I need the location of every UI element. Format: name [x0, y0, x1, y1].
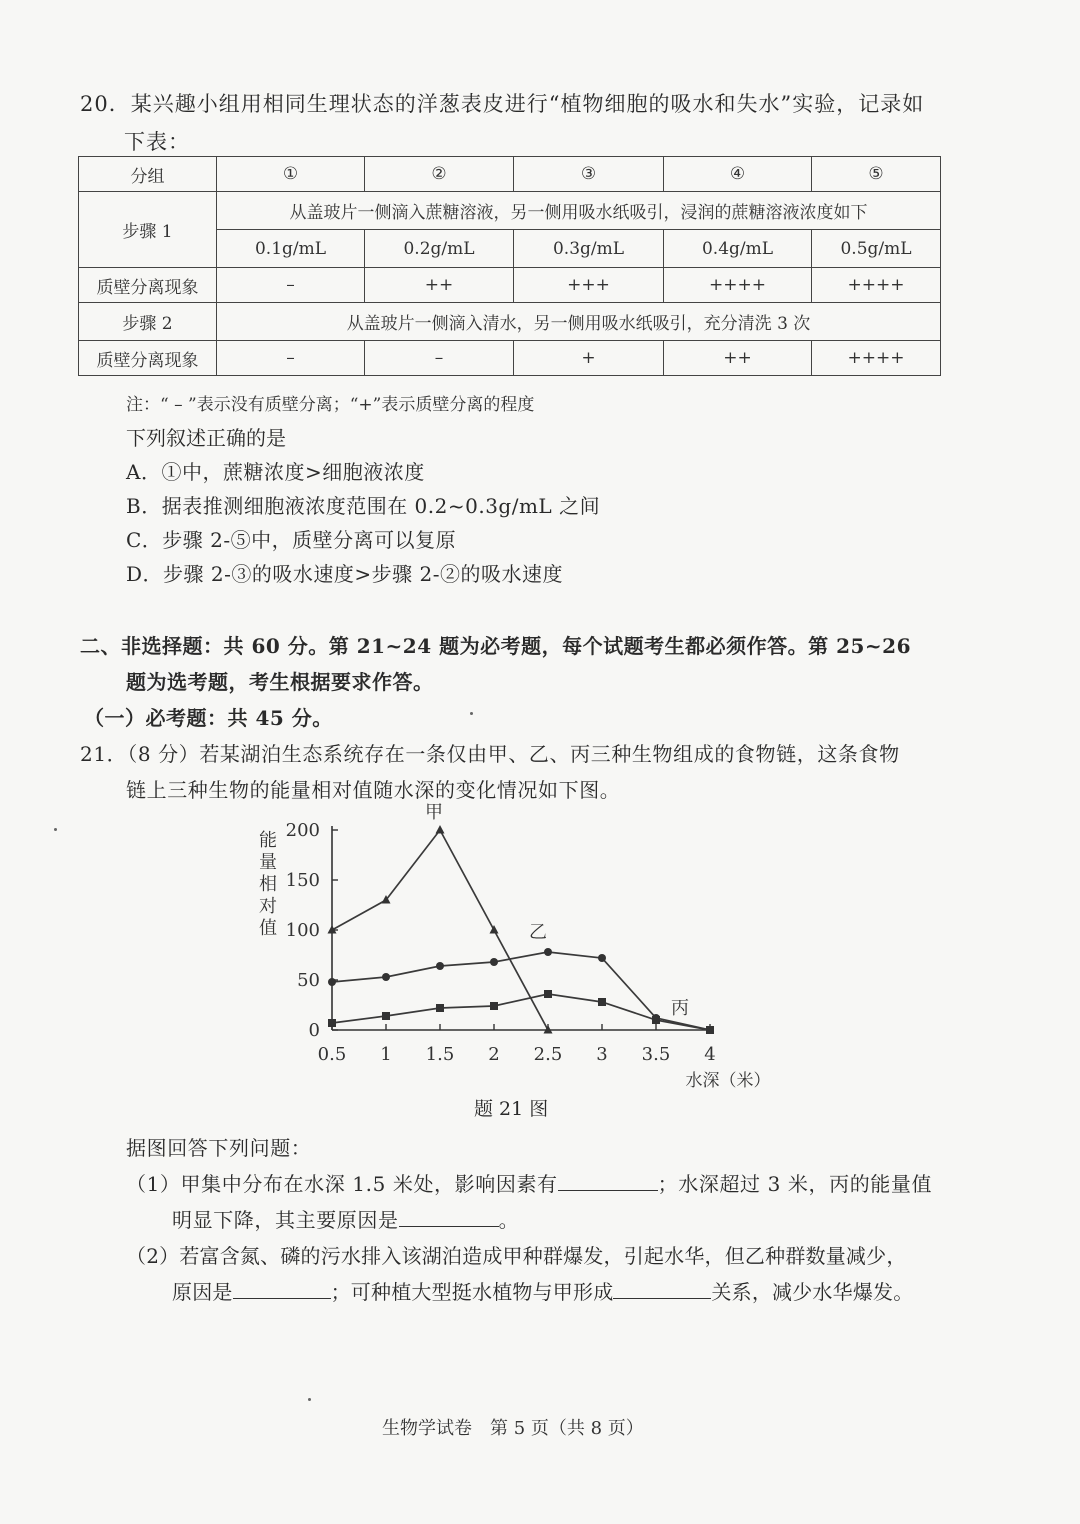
option-b: B．据表推测细胞液浓度范围在 0.2~0.3g/mL 之间 — [126, 494, 601, 518]
table-cell-step2-label: 步骤 2 — [79, 303, 217, 341]
series-name-label: 甲 — [425, 802, 443, 823]
chart-ylabel-char: 对 — [259, 896, 277, 917]
q21-part1-text-d: 。 — [498, 1208, 520, 1232]
table-row — [79, 303, 941, 341]
table-cell-concentration: 0.5g/mL — [812, 230, 941, 268]
q21-part1-line1 — [126, 1168, 932, 1197]
q21-part1-line2 — [172, 1204, 519, 1233]
chart-xlabel: 水深（米） — [685, 1071, 771, 1090]
data-point-triangle — [436, 825, 445, 834]
table-cell-concentration: 0.1g/mL — [217, 230, 365, 268]
q21-part2-text-b: 原因是 — [172, 1280, 233, 1304]
section2-heading-line2: 题为选考题，考生根据要求作答。 — [126, 670, 434, 694]
option-c: C．步骤 2-⑤中，质壁分离可以复原 — [126, 528, 457, 552]
table-row — [79, 157, 941, 192]
data-point-triangle — [328, 925, 337, 934]
x-tick-label: 2.5 — [533, 1044, 563, 1065]
figure-caption: 题 21 图 — [474, 1098, 549, 1120]
table-cell-result: – — [217, 268, 365, 303]
chart-ylabel-char: 量 — [259, 852, 277, 873]
table-cell-step2-desc: 从盖玻片一侧滴入清水，另一侧用吸水纸吸引，充分清洗 3 次 — [217, 303, 941, 341]
experiment-table — [78, 156, 941, 376]
q21-part1-text-b: ；水深超过 3 米，丙的能量值 — [657, 1172, 933, 1196]
q20-stem-line2: 下表： — [124, 130, 190, 154]
data-point-circle — [436, 962, 444, 970]
answer-blank-3[interactable] — [233, 1278, 331, 1299]
page-footer: 生物学试卷 第 5 页（共 8 页） — [382, 1418, 644, 1439]
table-row — [79, 192, 941, 230]
table-cell-group: ④ — [664, 157, 812, 192]
series-name-label: 乙 — [529, 922, 547, 943]
scan-speck — [470, 712, 473, 715]
chart-ylabel — [259, 830, 277, 939]
data-point-circle — [382, 973, 390, 981]
table-row — [79, 268, 941, 303]
table-cell-result: ++++ — [812, 268, 941, 303]
table-cell-group-label: 分组 — [79, 157, 217, 192]
q21-lead: 据图回答下列问题： — [126, 1136, 312, 1160]
chart-ylabel-char: 能 — [259, 830, 277, 851]
table-cell-result: – — [365, 341, 514, 376]
table-cell-step1-desc: 从盖玻片一侧滴入蔗糖溶液，另一侧用吸水纸吸引，浸润的蔗糖溶液浓度如下 — [217, 192, 941, 230]
q21-stem-line2: 链上三种生物的能量相对值随水深的变化情况如下图。 — [126, 778, 621, 802]
section2-heading-line1: 二、非选择题：共 60 分。第 21~24 题为必考题，每个试题考生都必须作答。第 25~26 — [80, 634, 911, 658]
chart-ylabel-char: 相 — [259, 874, 277, 895]
option-d: D．步骤 2-③的吸水速度>步骤 2-②的吸水速度 — [126, 562, 563, 586]
data-point-circle — [328, 978, 336, 986]
q21-part2-text-d: 关系，减少水华爆发。 — [711, 1280, 914, 1304]
q21-part2-line2 — [172, 1276, 913, 1305]
table-cell-group: ③ — [514, 157, 664, 192]
data-point-square — [544, 990, 552, 998]
answer-blank-1[interactable] — [558, 1170, 658, 1191]
data-point-circle — [598, 954, 606, 962]
table-cell-concentration: 0.2g/mL — [365, 230, 514, 268]
table-cell-result: ++++ — [812, 341, 941, 376]
x-tick-label: 2 — [488, 1044, 500, 1065]
x-tick-label: 3.5 — [641, 1044, 671, 1065]
q20-stem-line1: 20．某兴趣小组用相同生理状态的洋葱表皮进行“植物细胞的吸水和失水”实验，记录如 — [80, 92, 925, 116]
y-tick-label: 100 — [285, 920, 320, 941]
table-cell-phenomenon-label: 质壁分离现象 — [79, 341, 217, 376]
data-point-triangle — [490, 925, 499, 934]
q21-part2-text-c: ；可种植大型挺水植物与甲形成 — [330, 1280, 614, 1304]
q21-stem-line1: 21．（8 分）若某湖泊生态系统存在一条仅由甲、乙、丙三种生物组成的食物链，这条食物 — [80, 742, 900, 766]
data-point-circle — [490, 958, 498, 966]
energy-depth-chart — [250, 800, 790, 1090]
table-cell-group: ② — [365, 157, 514, 192]
table-cell-result: +++ — [514, 268, 664, 303]
scan-speck — [54, 828, 57, 831]
x-tick-label: 1 — [380, 1044, 392, 1065]
q21-part2-line1: （2）若富含氮、磷的污水排入该湖泊造成甲种群爆发，引起水华，但乙种群数量减少， — [126, 1244, 907, 1268]
q20-lead: 下列叙述正确的是 — [126, 426, 286, 450]
table-cell-result: + — [514, 341, 664, 376]
data-point-square — [652, 1016, 660, 1024]
data-point-square — [598, 998, 606, 1006]
table-cell-result: ++ — [365, 268, 514, 303]
y-tick-label: 50 — [297, 970, 320, 991]
data-point-square — [328, 1019, 336, 1027]
table-cell-group: ⑤ — [812, 157, 941, 192]
table-cell-group: ① — [217, 157, 365, 192]
y-tick-label: 150 — [285, 870, 320, 891]
data-point-square — [706, 1026, 714, 1034]
data-point-square — [436, 1004, 444, 1012]
x-tick-label: 3 — [596, 1044, 608, 1065]
table-note: 注：“ – ”表示没有质壁分离；“+”表示质壁分离的程度 — [126, 395, 535, 415]
data-point-square — [382, 1012, 390, 1020]
table-cell-result: ++++ — [664, 268, 812, 303]
table-cell-step1-label: 步骤 1 — [79, 192, 217, 268]
answer-blank-2[interactable] — [399, 1206, 499, 1227]
data-point-circle — [544, 948, 552, 956]
section2-subheading: （一）必考题：共 45 分。 — [84, 706, 333, 730]
q21-part1-text-c: 明显下降，其主要原因是 — [172, 1208, 399, 1232]
scan-speck — [308, 1398, 311, 1401]
series-name-label: 丙 — [671, 998, 689, 1019]
table-cell-concentration: 0.4g/mL — [664, 230, 812, 268]
x-tick-label: 4 — [704, 1044, 716, 1065]
table-row — [79, 341, 941, 376]
x-tick-label: 1.5 — [425, 1044, 455, 1065]
table-cell-phenomenon-label: 质壁分离现象 — [79, 268, 217, 303]
table-cell-result: ++ — [664, 341, 812, 376]
x-tick-label: 0.5 — [317, 1044, 347, 1065]
chart-marks — [328, 802, 715, 1034]
series-line-1 — [332, 830, 548, 1030]
y-tick-label: 0 — [308, 1020, 320, 1041]
q21-part1-text-a: （1）甲集中分布在水深 1.5 米处，影响因素有 — [126, 1172, 558, 1196]
answer-blank-4[interactable] — [613, 1278, 711, 1299]
table-cell-concentration: 0.3g/mL — [514, 230, 664, 268]
option-a: A．①中，蔗糖浓度>细胞液浓度 — [126, 460, 425, 484]
y-tick-label: 200 — [285, 820, 320, 841]
chart-ylabel-char: 值 — [259, 918, 277, 939]
table-cell-result: – — [217, 341, 365, 376]
data-point-square — [490, 1002, 498, 1010]
